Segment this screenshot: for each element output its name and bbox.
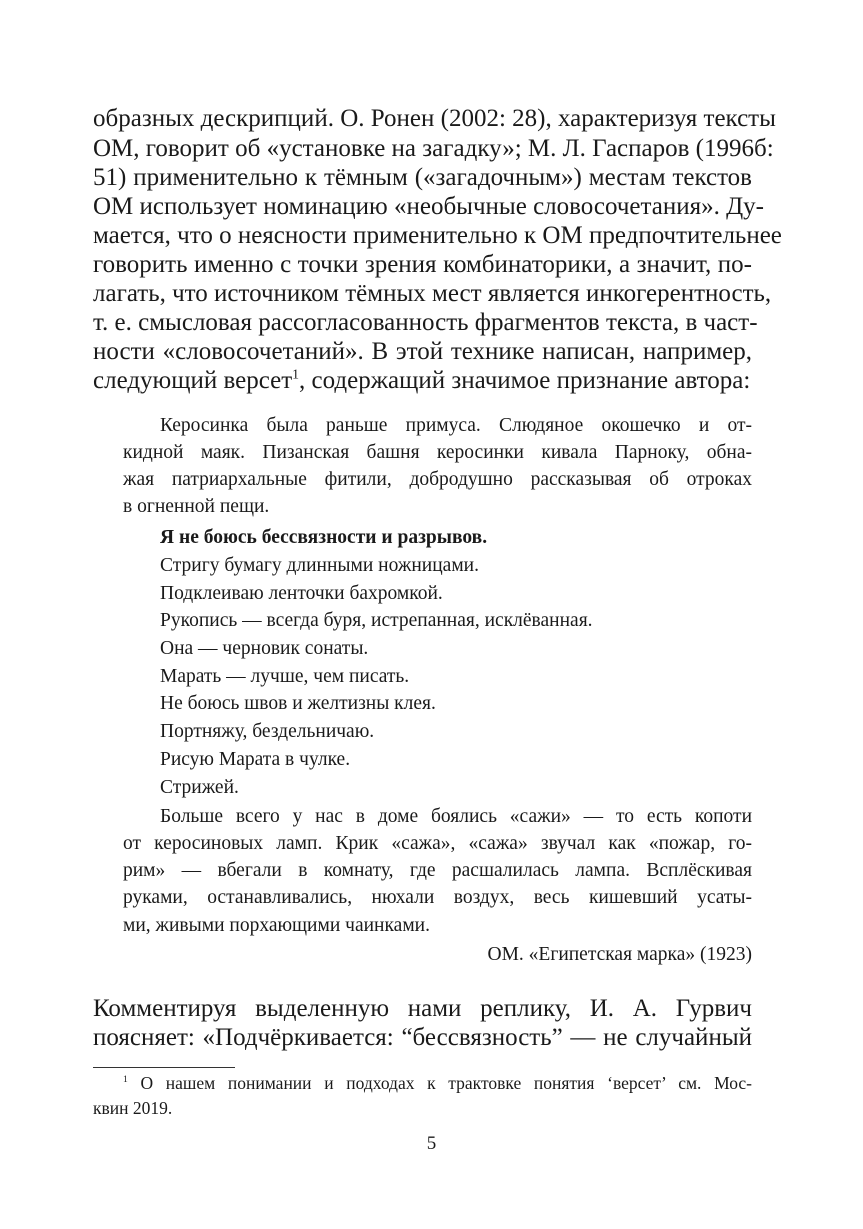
page-number: 5 [426,1133,437,1154]
quote-line: кидной маяк. Пизанская башня керосинки кивала Парноку, обна- [123,442,752,463]
body-line: говорить именно с точки зрения комбинаторики, а значит, по- [93,251,752,278]
body-line: образных дескрипций. О. Ронен (2002: 28), характеризуя тексты [93,105,776,132]
body-line: 51) применительно к тёмным («загадочным») местам текстов [93,164,752,191]
footnote-line: квин 2019. [93,1098,173,1118]
footnote-reference[interactable]: 1 [292,366,300,382]
quote-line: жая патриархальные фитили, добродушно рассказывая об отроках [123,469,752,490]
quote-line: Портняжу, бездельничаю. [160,721,375,742]
quote-line: Стрижей. [160,777,239,798]
body-line: ОМ, говорит об «установке на загадку»; М. Л. Гаспаров (1996б: [93,135,774,162]
quote-highlighted-line: Я не боюсь бессвязности и разрывов. [160,527,488,548]
body-line: ОМ использует номинацию «необычные словосочетания». Ду- [93,193,764,220]
quote-line: руками, останавливались, нюхали воздух, весь кишевший усаты- [123,887,752,908]
footnote-mark: 1 [123,1074,128,1086]
body-line: поясняет: «Подчёркивается: “бессвязность” — не случайный [93,1024,752,1051]
footnote-line [123,1072,752,1094]
quote-line: Рисую Марата в чулке. [160,749,351,770]
footnote-separator [93,1067,235,1068]
body-line: лагать, что источником тёмных мест является инкогерентность, [93,280,772,307]
body-text: следующий версет [93,367,293,394]
quote-line: Она — черновик сонаты. [160,638,369,659]
body-line: Комментируя выделенную нами реплику, И. А. Гурвич [93,995,752,1022]
quote-line: Керосинка была раньше примуса. Слюдяное окошечко и от- [160,415,752,436]
body-line: т. е. смысловая рассогласованность фрагментов текста, в част- [93,309,758,336]
quote-line: Не боюсь швов и желтизны клея. [160,693,436,714]
quote-line: рим» — вбегали в комнату, где расшалилась лампа. Всплёскивая [123,860,752,881]
quote-line: Подклеиваю ленточки бахромкой. [160,583,443,604]
quote-line: ми, живыми порхающими чаинками. [123,915,430,936]
quote-line: Рукопись — всегда буря, истрепанная, исклёванная. [160,610,593,631]
body-line: ности «словосочетаний». В этой технике написан, например, [93,338,752,365]
quote-line: от керосиновых ламп. Крик «сажа», «сажа» звучал как «пожар, го- [123,833,752,854]
quote-line: Больше всего у нас в доме боялись «сажи» — то есть копоти [160,806,752,827]
body-text: , содержащий значимое признание автора: [299,367,751,394]
quote-line: Марать — лучше, чем писать. [160,666,410,687]
body-line-last [93,366,752,396]
quote-line: в огненной пещи. [123,496,270,517]
footnote-text: О нашем понимании и подходах к трактовке понятия ‘версет’ см. Мос- [127,1073,752,1093]
body-line: мается, что о неясности применительно к ОМ предпочтительнее [93,222,782,249]
quote-line: Стригу бумагу длинными ножницами. [160,555,479,576]
quote-attribution: ОМ. «Египетская марка» (1923) [487,944,752,965]
